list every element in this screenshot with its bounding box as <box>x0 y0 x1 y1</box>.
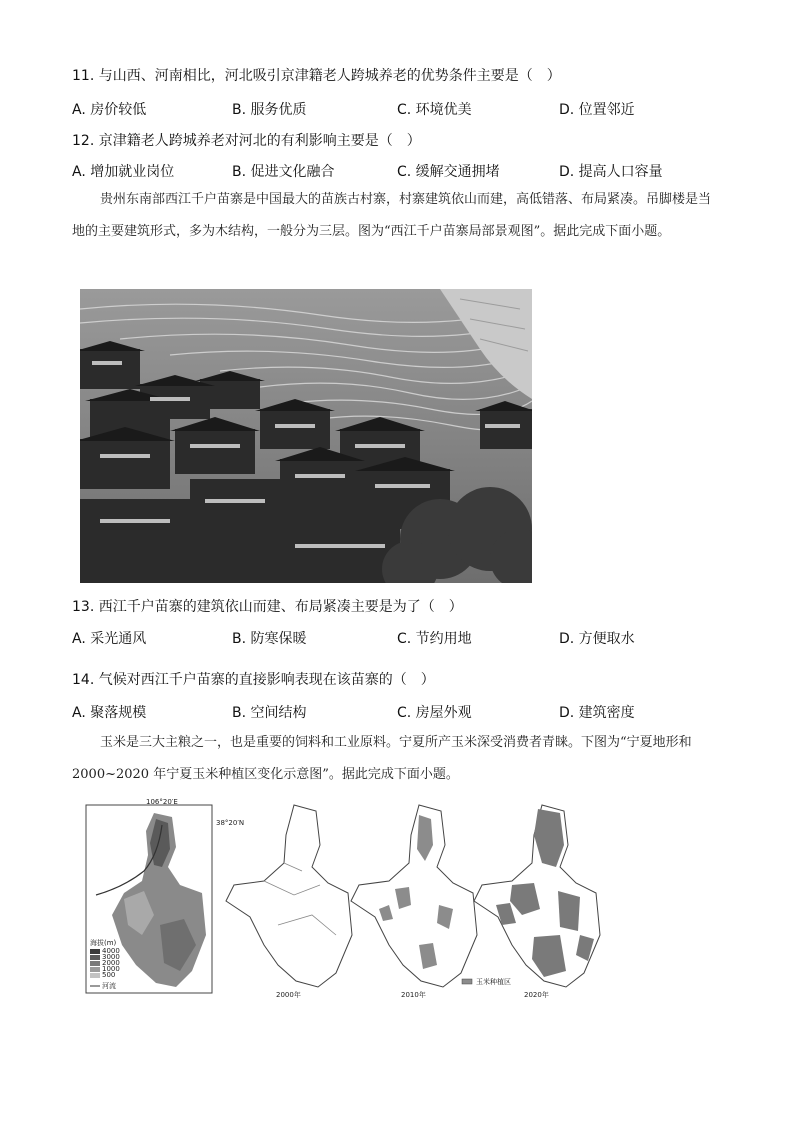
q13-option-c[interactable]: C. 节约用地 <box>397 631 472 647</box>
map-2020 <box>474 805 600 999</box>
legend-title: 海拔(m) <box>90 939 117 947</box>
longitude-label: 106°20′E <box>146 798 178 806</box>
q11-option-c[interactable]: C. 环境优美 <box>397 102 472 118</box>
map-2000 <box>226 805 352 999</box>
legend-value-1: 3000 <box>102 953 120 961</box>
question-12-stem: 12. 京津籍老人跨城养老对河北的有利影响主要是（ ） <box>72 133 421 149</box>
q12-option-a[interactable]: A. 增加就业岗位 <box>72 164 175 180</box>
q14-option-b[interactable]: B. 空间结构 <box>232 705 307 721</box>
map-2010 <box>351 805 477 999</box>
legend-river: 河流 <box>102 982 116 990</box>
q12-option-c[interactable]: C. 缓解交通拥堵 <box>397 164 500 180</box>
q11-option-d[interactable]: D. 位置邻近 <box>559 102 635 118</box>
corn-area-label: 玉米种植区 <box>476 978 511 986</box>
q14-option-a[interactable]: A. 聚落规模 <box>72 705 147 721</box>
question-11-stem: 11. 与山西、河南相比，河北吸引京津籍老人跨城养老的优势条件主要是（ ） <box>72 68 561 84</box>
q13-option-a[interactable]: A. 采光通风 <box>72 631 147 647</box>
legend-value-0: 4000 <box>102 947 120 955</box>
question-14-options <box>72 702 692 722</box>
question-13-options <box>72 628 692 648</box>
q13-option-b[interactable]: B. 防寒保暖 <box>232 631 307 647</box>
legend-value-3: 1000 <box>102 965 120 973</box>
q14-option-d[interactable]: D. 建筑密度 <box>559 705 635 721</box>
legend-value-4: 500 <box>102 971 116 979</box>
question-12-options <box>72 161 692 181</box>
latitude-label: 38°20′N <box>216 819 245 827</box>
q13-option-d[interactable]: D. 方便取水 <box>559 631 635 647</box>
terrain-map <box>86 798 212 993</box>
q12-option-b[interactable]: B. 促进文化融合 <box>232 164 335 180</box>
q11-option-b[interactable]: B. 服务优质 <box>232 102 307 118</box>
question-11-options <box>72 99 692 119</box>
q12-option-d[interactable]: D. 提高人口容量 <box>559 164 663 180</box>
corn-passage: 玉米是三大主粮之一，也是重要的饲料和工业原料。宁夏所产玉米深受消费者青睐。下图为“宁夏地形和 2000~2020 年宁夏玉米种植区变化示意图”。据此完成下面小题。 <box>72 735 692 782</box>
year-label-2020: 2020年 <box>524 991 549 999</box>
corn-area-legend <box>462 977 511 986</box>
year-label-2000: 2000年 <box>276 991 301 999</box>
legend-value-2: 2000 <box>102 959 120 967</box>
ningxia-map-figure <box>84 795 604 1005</box>
question-14-stem: 14. 气候对西江千户苗寨的直接影响表现在该苗寨的（ ） <box>72 672 435 688</box>
q14-option-c[interactable]: C. 房屋外观 <box>397 705 472 721</box>
miao-village-photo <box>80 289 532 583</box>
miao-passage: 贵州东南部西江千户苗寨是中国最大的苗族古村寨，村寨建筑依山而建，高低错落、布局紧凑。吊脚楼是当地的主要建筑形式，多为木结构，一般分为三层。图为“西江千户苗寨局部景观图”。据此完成下面小题。 <box>72 192 712 239</box>
year-label-2010: 2010年 <box>401 991 426 999</box>
question-13-stem: 13. 西江千户苗寨的建筑依山而建、布局紧凑主要是为了（ ） <box>72 599 463 615</box>
q11-option-a[interactable]: A. 房价较低 <box>72 102 147 118</box>
